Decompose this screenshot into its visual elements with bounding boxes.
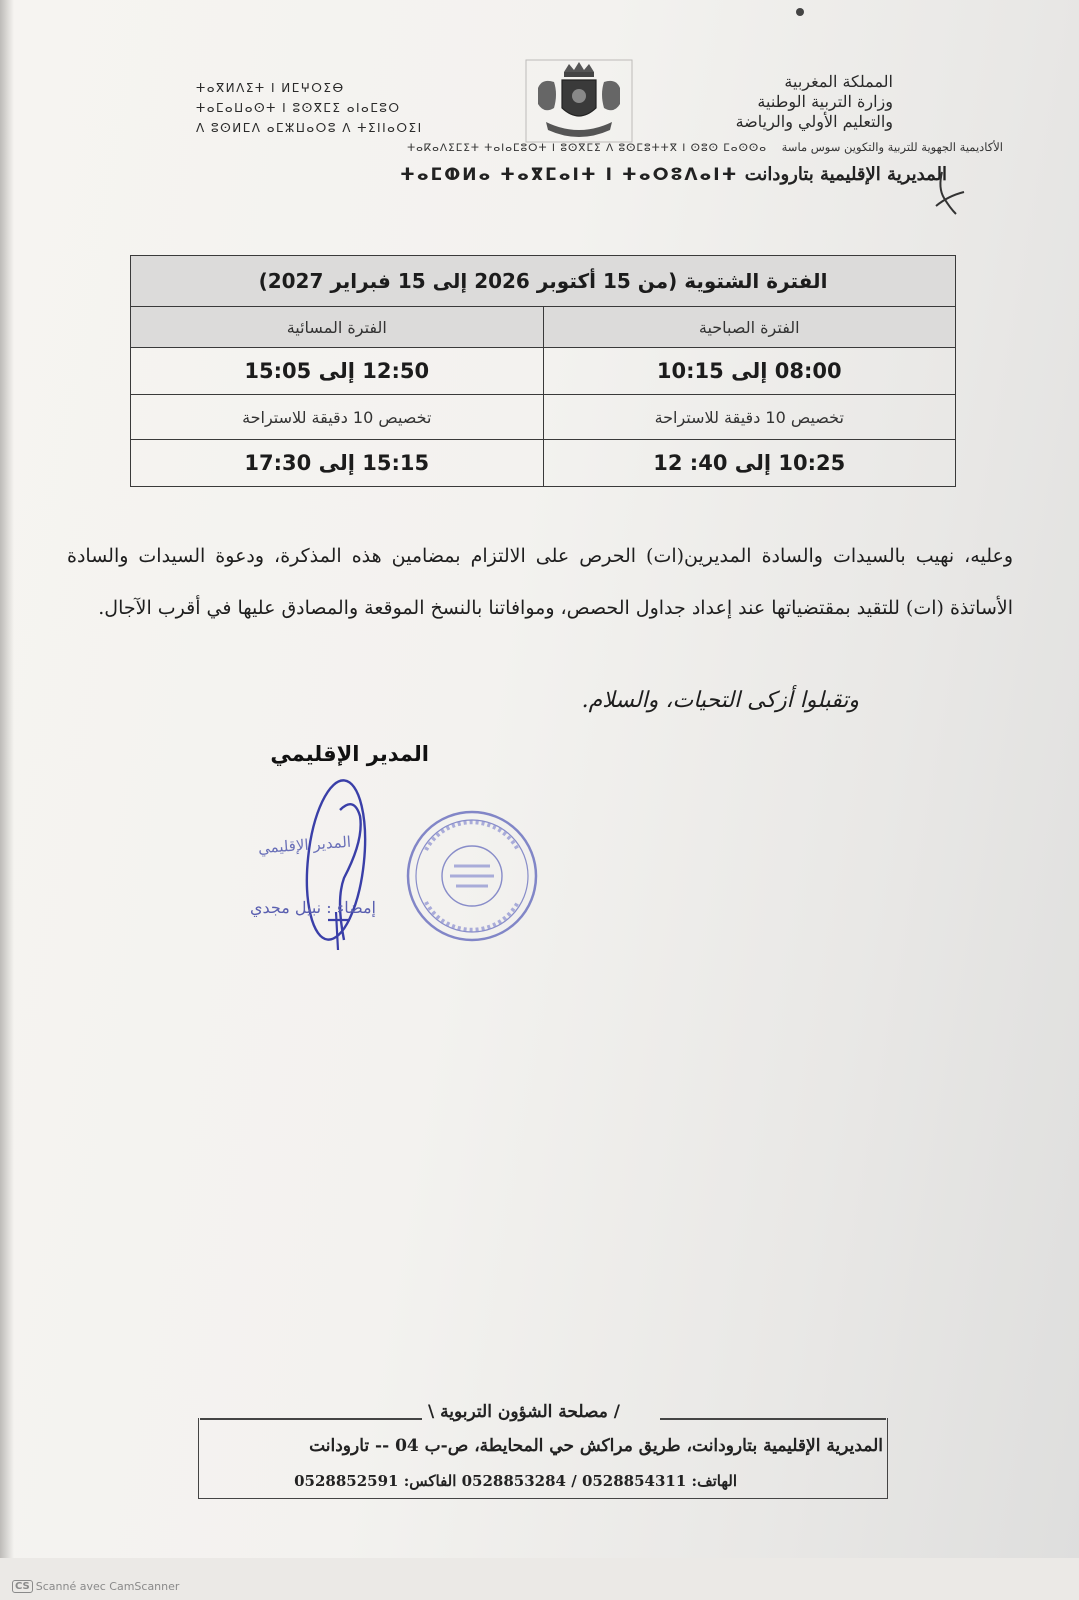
ministry-line-1: وزارة التربية الوطنية <box>757 92 893 111</box>
tifinagh-line-2: ⵜⴰⵎⴰⵡⴰⵙⵜ ⵏ ⵓⵙⴳⵎⵉ ⴰⵏⴰⵎⵓⵔ <box>196 101 401 115</box>
winter-schedule-table <box>130 255 956 487</box>
morning-break: تخصيص 10 دقيقة للاستراحة <box>543 395 956 440</box>
academy-arabic: الأكاديمية الجهوية للتربية والتكوين سوس ماسة <box>781 140 1003 154</box>
directorate-arabic: المديرية الإقليمية بتارودانت <box>744 164 947 185</box>
tifinagh-line-3: ⴷ ⵓⵙⵍⵎⴷ ⴰⵎⵣⵡⴰⵔⵓ ⴷ ⵜⵉⵏⵏⴰⵔⵉⵏ <box>196 121 423 135</box>
handwritten-check-mark <box>930 168 970 218</box>
table-title-row <box>131 256 956 307</box>
evening-session-1: 12:50 إلى 15:05 <box>131 348 544 395</box>
camscanner-text: Scanné avec CamScanner <box>35 1580 180 1593</box>
closing-salutation: وتقبلوا أزكى التحيات، والسلام. <box>581 688 859 713</box>
evening-header: الفترة المسائية <box>131 307 544 348</box>
schedule-title: الفترة الشتوية (من 15 أكتوبر 2026 إلى 15 فبراير 2027) <box>131 256 956 307</box>
table-row <box>131 395 956 440</box>
table-row <box>131 440 956 487</box>
kingdom-name: المملكة المغربية <box>784 72 893 91</box>
morning-session-1: 08:00 إلى 10:15 <box>543 348 956 395</box>
scan-bottom-band <box>0 1558 1079 1600</box>
signature-and-stamp <box>240 770 560 960</box>
table-row <box>131 348 956 395</box>
evening-break: تخصيص 10 دقيقة للاستراحة <box>131 395 544 440</box>
scan-dot <box>796 8 804 16</box>
header-arabic <box>633 72 893 132</box>
signed-by: إمضاء : نبيل مجدي <box>250 898 376 917</box>
signatory-title: المدير الإقليمي <box>270 742 429 766</box>
tifinagh-line-1: ⵜⴰⴳⵍⴷⵉⵜ ⵏ ⵍⵎⵖⵔⵉⴱ <box>196 81 345 95</box>
footer-address: المديرية الإقليمية بتارودانت، طريق مراكش حي المحايطة، ص-ب 04 -- تارودانت <box>309 1436 883 1456</box>
camscanner-badge: CS <box>12 1580 33 1593</box>
body-paragraph: وعليه، نهيب بالسيدات والسادة المديرين(ات) الحرص على الالتزام بمضامين هذه المذكرة، ودعوة السيدات والسادة الأساتذة (ات) للتقيد بمقتضياتها عند إعداد جداول الحصص، وموافاتنا بالنسخ الموقعة والمصادق عليها في أقرب الآجال. <box>67 545 1013 619</box>
scanner-watermark <box>12 1580 179 1593</box>
morning-session-2: 10:25 إلى 40: 12 <box>543 440 956 487</box>
scan-edge-shadow <box>0 0 14 1600</box>
official-stamp <box>408 812 536 940</box>
ministry-line-2: والتعليم الأولي والرياضة <box>735 112 893 131</box>
coat-of-arms-emblem <box>524 58 634 144</box>
table-header-row <box>131 307 956 348</box>
directorate-tifinagh: ⵜⴰⵎⵀⵍⴰ ⵜⴰⴳⵎⴰⵏⵜ ⵏ ⵜⴰⵔⵓⴷⴰⵏⵜ <box>400 165 739 185</box>
academy-line <box>123 140 1003 154</box>
footer-phones: الهاتف: 0528854311 / 0528853284 الفاكس: 0528852591 <box>294 1472 737 1490</box>
evening-session-2: 15:15 إلى 17:30 <box>131 440 544 487</box>
handwritten-signature <box>300 778 372 950</box>
directorate-line <box>147 164 947 185</box>
academy-tifinagh: ⵜⴰⴽⴰⴷⵉⵎⵉⵜ ⵜⴰⵏⴰⵎⵓⵔⵜ ⵏ ⵓⵙⴳⵎⵉ ⴷ ⵓⵙⵎⵓⵜⵜⴳ ⵏ ⵙⵓⵙ ⵎⴰⵙⵙⴰ <box>407 142 768 154</box>
header-tifinagh <box>196 78 496 138</box>
stamp-handwritten-title: المدير الإقليمي <box>257 832 352 858</box>
footer-service: / مصلحة الشؤون التربوية \ <box>428 1402 620 1422</box>
morning-header: الفترة الصباحية <box>543 307 956 348</box>
